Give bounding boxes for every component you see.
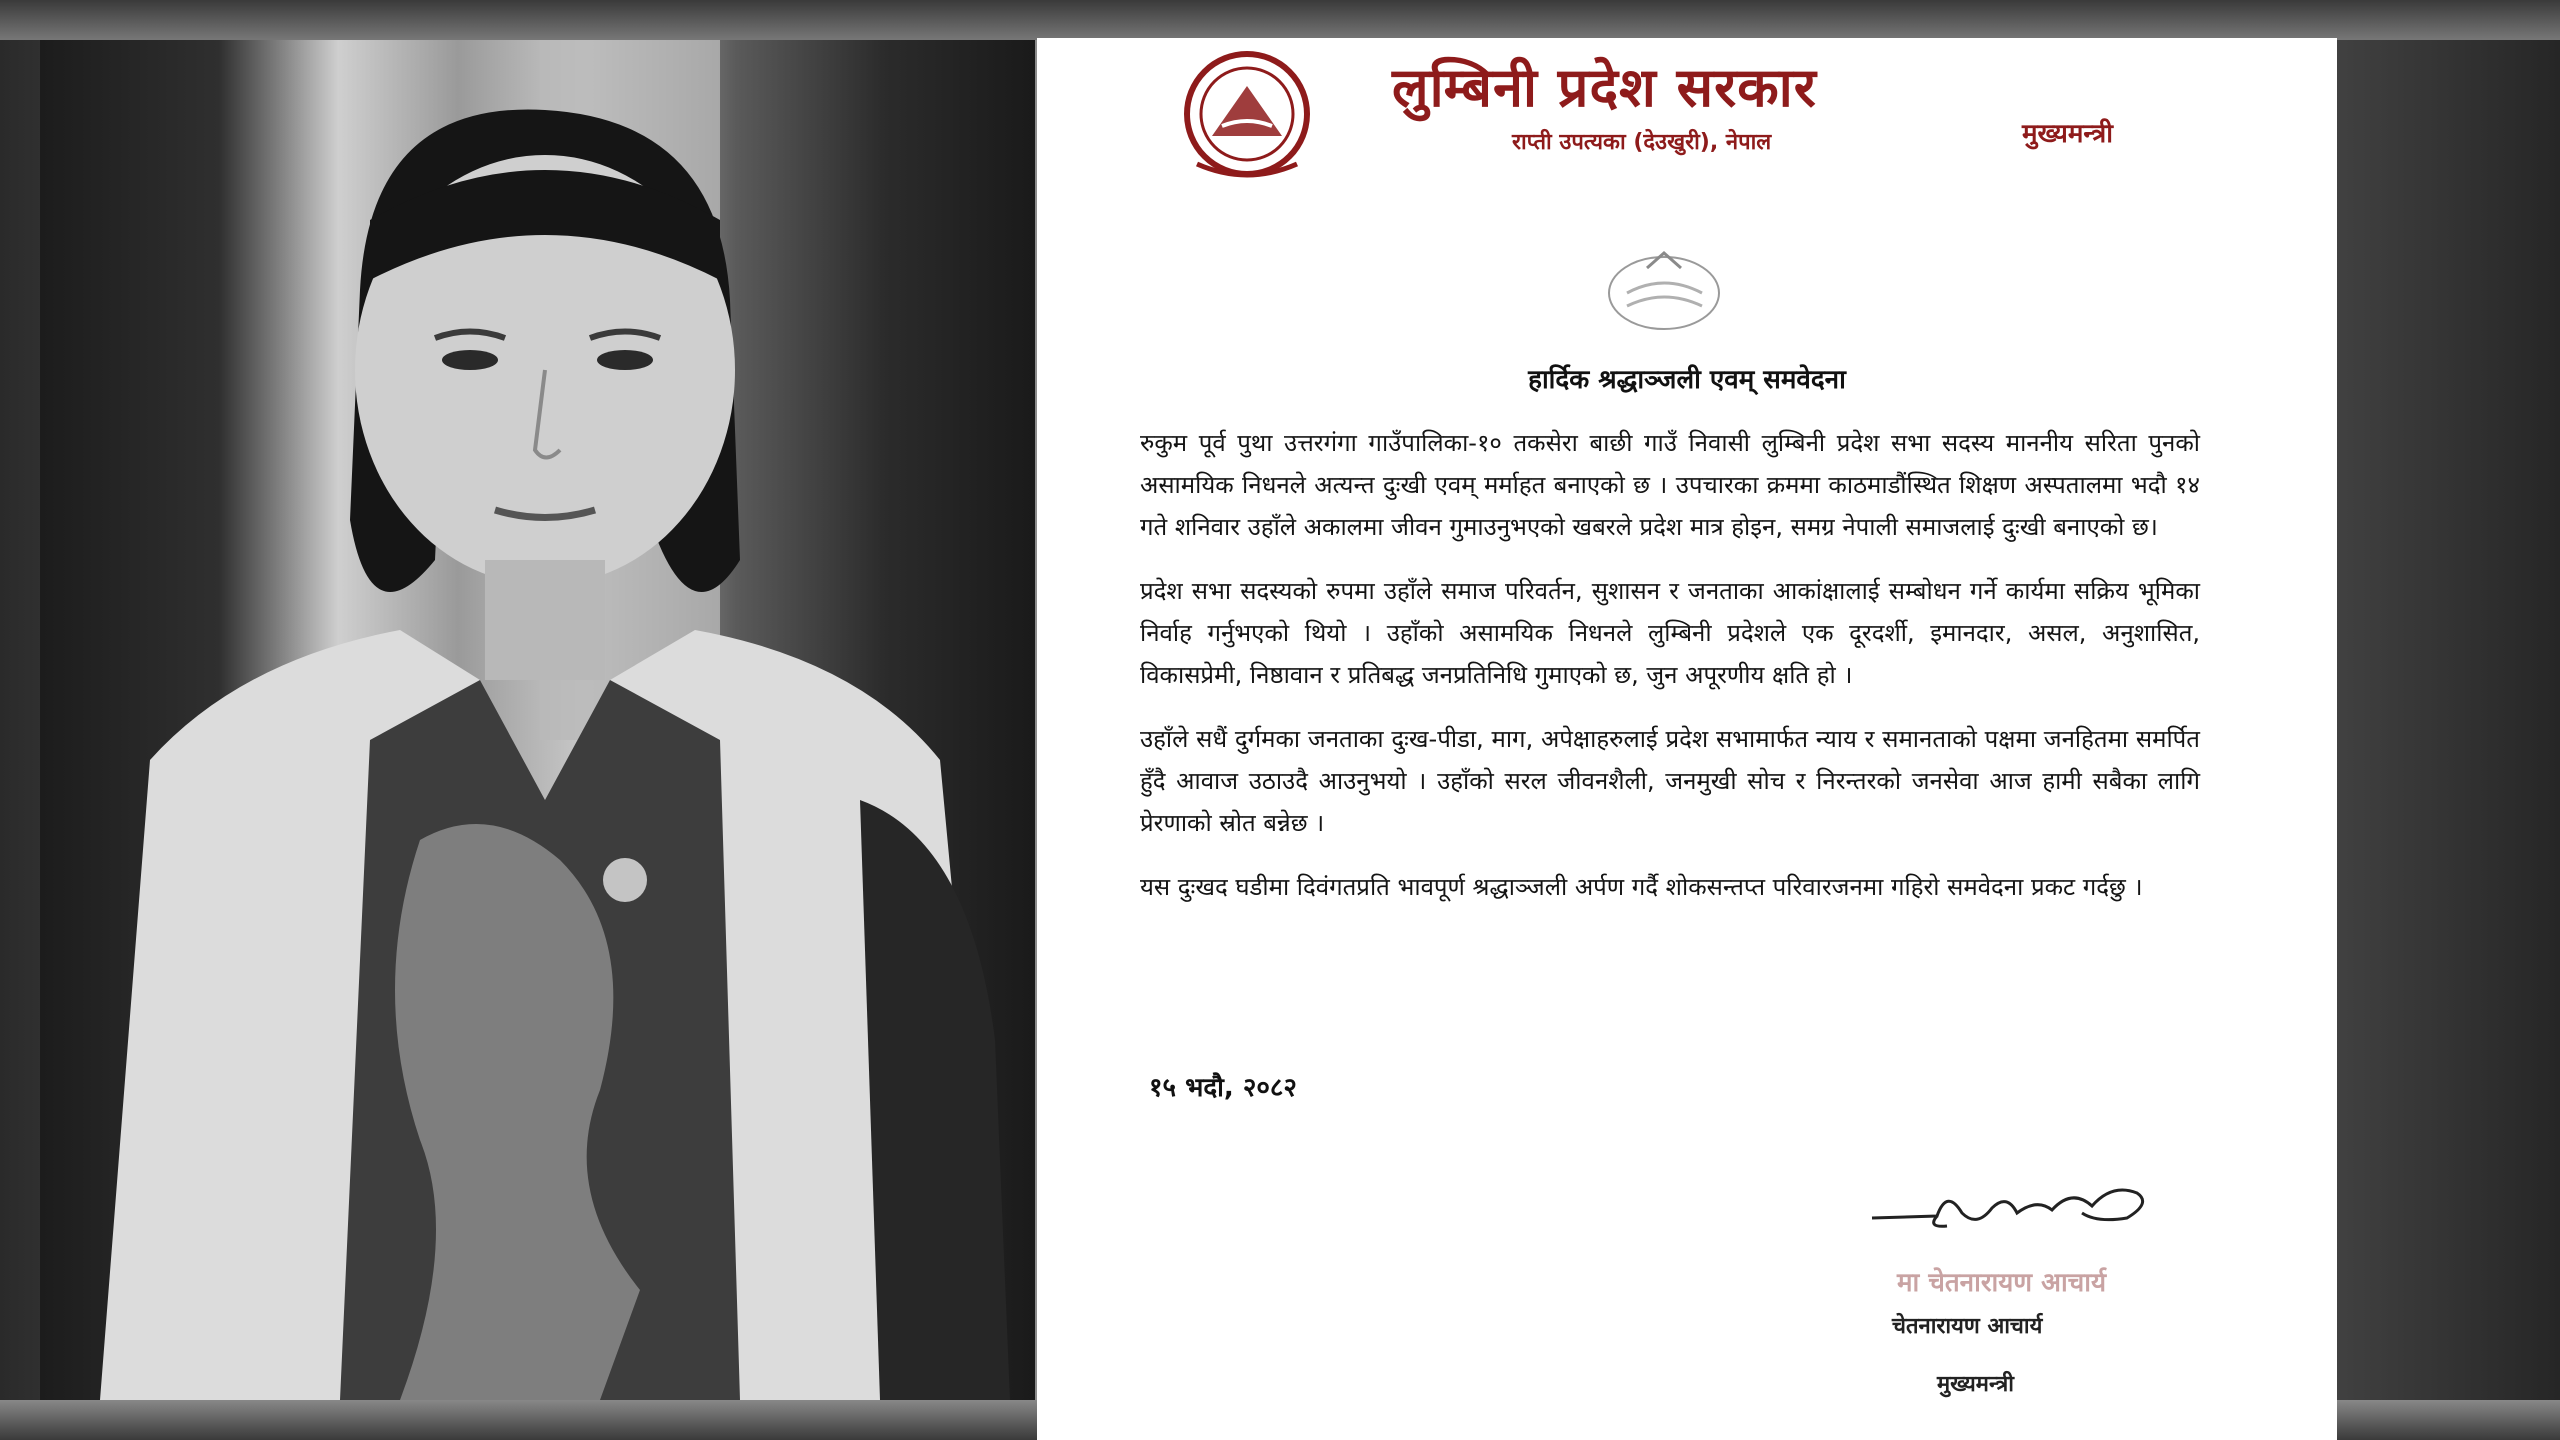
paragraph: रुकुम पूर्व पुथा उत्तरगंगा गाउँपालिका-१० तकसेरा बाछी गाउँ निवासी लुम्बिनी प्रदेश सभा सदस्य माननीय सरिता पुनको असामयिक निधनले अत्यन्त दुःखी एवम् मर्माहत बनाएको छ । उपचारका क्रममा काठमाडौंस्थित शिक्षण अस्पतालमा भदौ १४ गते शनिवार उहाँले अकालमा जीवन गुमाउनुभएको खबरले प्रदेश मात्र होइन, समग्र नेपाली समाजलाई दुःखी बनाएको छ। [1140,429,2200,541]
signature-stamp: मा चेतनारायण आचार्य [1897,1268,2107,1298]
government-emblem-icon [1177,46,1317,181]
letterhead-address: राप्ती उपत्यका (देउखुरी), नेपाल [1512,130,1772,155]
letter-body [1140,422,2200,930]
signatory-title: मुख्यमन्त्री [1937,1372,2014,1397]
letter-heading: हार्दिक श्रद्धाञ्जली एवम् समवेदना [1528,365,1846,395]
paragraph: प्रदेश सभा सदस्यको रुपमा उहाँले समाज परिवर्तन, सुशासन र जनताका आकांक्षालाई सम्बोधन गर्ने कार्यमा सक्रिय भूमिका निर्वाह गर्नुभएको थियो । उहाँको असामयिक निधनले लुम्बिनी प्रदेशले एक दूरदर्शी, इमानदार, असल, अनुशासित, विकासप्रेमी, निष्ठावान र प्रतिबद्ध जनप्रतिनिधि गुमाएको छ, जुन अपूरणीय क्षति हो । [1140,577,2200,689]
letterhead-office: मुख्यमन्त्री [2022,119,2113,149]
seal-stamp-icon [1602,248,1727,333]
condolence-letter [1037,38,2337,1440]
paragraph: उहाँले सधैं दुर्गमका जनताका दुःख-पीडा, माग, अपेक्षाहरुलाई प्रदेश सभामार्फत न्याय र समानताको पक्षमा जनहितमा समर्पित हुँदै आवाज उठाउदै आउनुभयो । उहाँको सरल जीवनशैली, जनमुखी सोच र निरन्तरको जनसेवा आज हामी सबैका लागि प्रेरणाको स्रोत बन्नेछ । [1140,725,2200,837]
background-blur-top [0,0,2560,40]
paragraph: यस दुःखद घडीमा दिवंगतप्रति भावपूर्ण श्रद्धाञ्जली अर्पण गर्दै शोकसन्तप्त परिवारजनमा गहिरो समवेदना प्रकट गर्दछु । [1140,873,2143,901]
letter-date: १५ भदौ, २०८२ [1149,1073,1297,1103]
portrait-illustration [40,40,1035,1400]
portrait-photo [40,40,1035,1400]
signatory-name: चेतनारायण आचार्य [1892,1314,2043,1339]
letterhead-title: लुम्बिनी प्रदेश सरकार [1392,56,1817,119]
handwritten-signature [1867,1168,2157,1238]
